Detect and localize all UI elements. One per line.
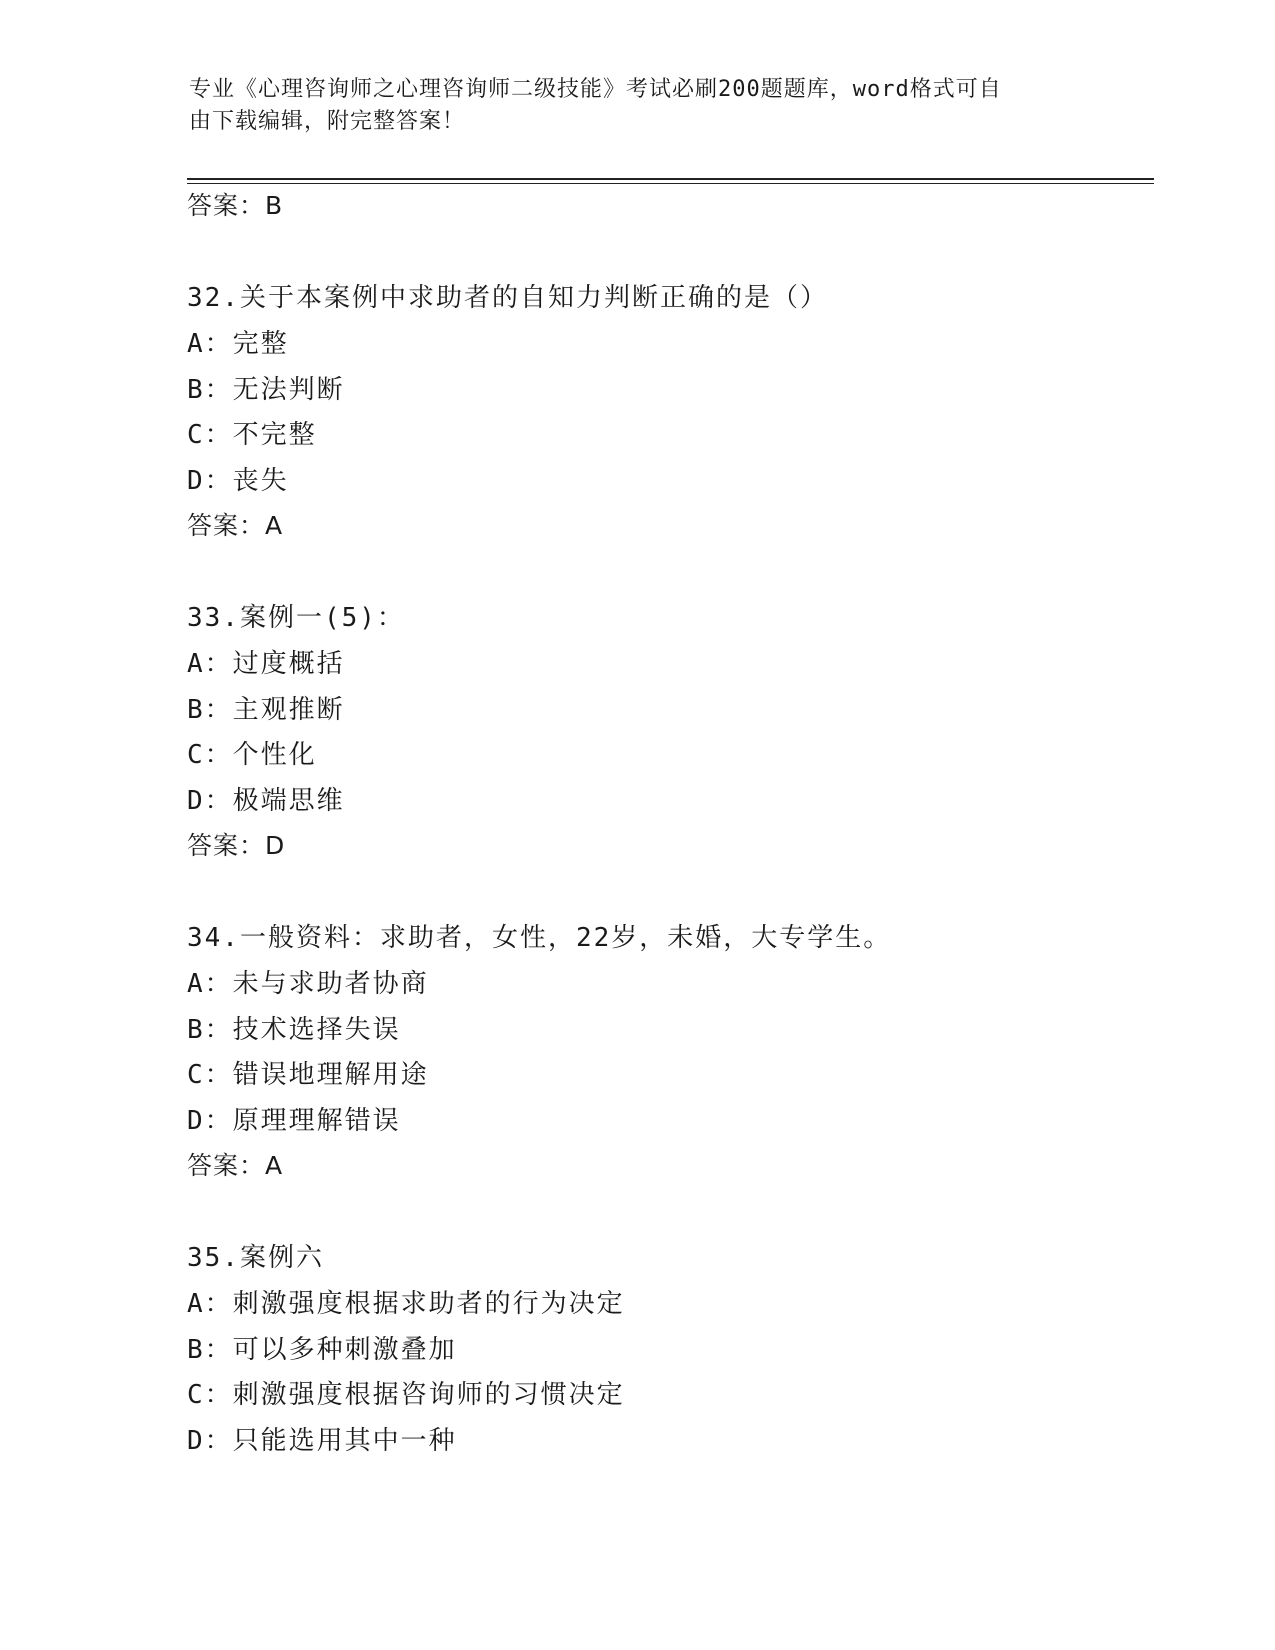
question-34-option-a: A：未与求助者协商 xyxy=(187,969,429,999)
question-33-option-a: A：过度概括 xyxy=(187,649,345,679)
question-32-stem: 32.关于本案例中求助者的自知力判断正确的是（） xyxy=(187,283,828,313)
question-32-option-d: D：丧失 xyxy=(187,466,289,496)
question-33-option-c: C：个性化 xyxy=(187,740,317,770)
question-32-answer: 答案：A xyxy=(187,511,284,540)
question-35-option-b: B：可以多种刺激叠加 xyxy=(187,1335,457,1365)
question-32-option-b: B：无法判断 xyxy=(187,375,345,405)
question-33-stem: 33.案例一(5)： xyxy=(187,603,405,633)
question-34-option-c: C：错误地理解用途 xyxy=(187,1060,429,1090)
header-rule-thick xyxy=(187,178,1154,180)
header-line-2: 由下载编辑，附完整答案！ xyxy=(189,109,466,134)
header-rule-thin xyxy=(187,183,1154,184)
question-34-option-d: D：原理理解错误 xyxy=(187,1106,401,1136)
question-32-option-c: C：不完整 xyxy=(187,420,317,450)
question-34-option-b: B：技术选择失误 xyxy=(187,1015,401,1045)
question-33-option-d: D：极端思维 xyxy=(187,786,345,816)
question-33-option-b: B：主观推断 xyxy=(187,695,345,725)
header-line-1: 专业《心理咨询师之心理咨询师二级技能》考试必刷200题题库，word格式可自 xyxy=(189,77,1002,102)
question-33-answer: 答案：D xyxy=(187,831,286,860)
question-35-option-c: C：刺激强度根据咨询师的习惯决定 xyxy=(187,1380,625,1410)
previous-answer: 答案：B xyxy=(187,191,284,220)
question-35-stem: 35.案例六 xyxy=(187,1243,324,1273)
question-34-answer: 答案：A xyxy=(187,1151,284,1180)
question-34-stem: 34.一般资料：求助者，女性，22岁，未婚，大专学生。 xyxy=(187,923,892,953)
question-32-option-a: A：完整 xyxy=(187,329,289,359)
question-35-option-a: A：刺激强度根据求助者的行为决定 xyxy=(187,1289,625,1319)
question-35-option-d: D：只能选用其中一种 xyxy=(187,1426,457,1456)
document-header xyxy=(189,74,1069,138)
